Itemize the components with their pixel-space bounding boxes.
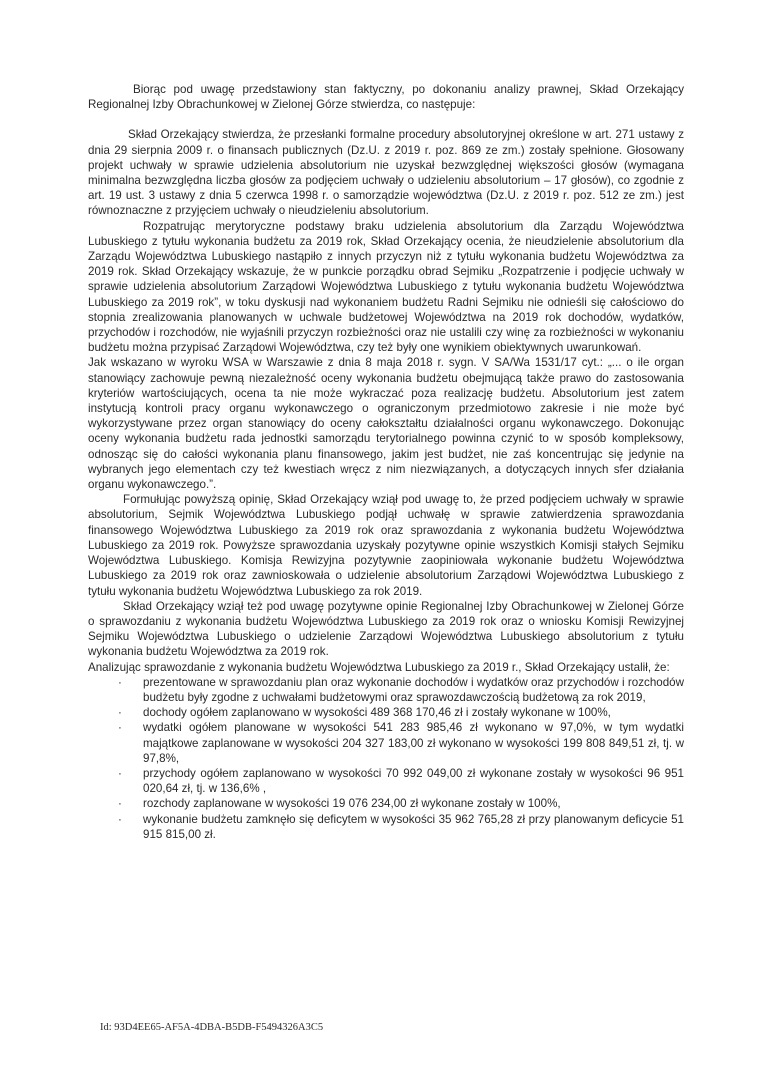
bullet-marker: · — [118, 766, 122, 780]
bullet-marker: · — [118, 675, 122, 689]
list-item — [88, 705, 684, 720]
rio-opinions-paragraph: Skład Orzekający wziął też pod uwagę pozytywne opinie Regionalnej Izby Obrachunkowej w Zielonej Górze o sprawozdaniu z wykonania budżetu Województwa Lubuskiego za 2019 rok oraz o wniosku Komisji Rewizyjnej Sejmiku Województwa Lubuskiego o udzielenie Zarządowi Województwa Lubuskiego absolutorium z tytułu wykonania budżetu Województwa za 2019 rok. — [88, 599, 684, 659]
bullet-marker: · — [118, 797, 122, 811]
list-item-text: dochody ogółem zaplanowano w wysokości 489 368 170,46 zł i zostały wykonane w 100%, — [143, 706, 611, 720]
list-item-text: wykonanie budżetu zamknęło się deficytem w wysokości 35 962 765,28 zł przy planowanym deficycie 51 915 815,00 zł. — [143, 812, 684, 841]
findings-list — [88, 675, 684, 842]
list-item-text: prezentowane w sprawozdaniu plan oraz wykonanie dochodów i wydatków oraz przychodów i rozchodów budżetu były zgodne z uchwałami budżetowymi oraz sprawozdawczością budżetową za rok 2019, — [143, 675, 684, 704]
intro-paragraph: Biorąc pod uwagę przedstawiony stan faktyczny, po dokonaniu analizy prawnej, Skład Orzekający Regionalnej Izby Obrachunkowej w Zielonej Górze stwierdza, co następuje: — [88, 83, 684, 112]
list-item-text: wydatki ogółem planowane w wysokości 541 283 985,46 zł wykonano w 97,0%, w tym wydatki majątkowe zaplanowane w wysokości 204 327 183,00 zł wykonano w wysokości 199 808 849,51 zł, tj. w 97,8%, — [143, 721, 684, 765]
list-item — [88, 675, 684, 705]
document-id: Id: 93D4EE65-AF5A-4DBA-B5DB-F5494326A3C5 — [100, 1022, 324, 1033]
analysis-intro-paragraph: Analizując sprawozdanie z wykonania budżetu Województwa Lubuskiego za 2019 r., Skład Orzekający ustalił, że: — [88, 660, 670, 674]
bullet-marker: · — [118, 721, 122, 735]
list-item — [88, 796, 684, 811]
list-item — [88, 766, 684, 796]
list-item-text: rozchody zaplanowane w wysokości 19 076 234,00 zł wykonane zostały w 100%, — [143, 797, 561, 811]
court-quote-paragraph: Jak wskazano w wyroku WSA w Warszawie z dnia 8 maja 2018 r. sygn. V SA/Wa 1531/17 cyt.: „... o ile organ stanowiący zachowuje pewną niezależność oceny wykonania budżetu obejmującą także prawo do zastosowania kryteriów wartościujących, ocena ta nie może wykraczać poza realizację budżetu. Absolutorium jest zatem instytucją kontroli pracy organu wykonawczego o ograniczonym przedmiotowo zakresie i nie może być wykorzystywane przez organ stanowiący do oceny całokształtu działalności organu wykonawczego. Dokonując oceny wykonania budżetu rada jednostki samorządu terytorialnego powinna czynić to w sposób kompleksowy, odnosząc się do całości wykonania planu finansowego, jakim jest budżet, nie zaś koncentrując się jedynie na wybranych jego elementach czy też kwestiach wręcz z nim niezwiązanych, a dotyczących innych sfer działania organu wykonawczego.”. — [88, 356, 684, 492]
list-item — [88, 720, 684, 766]
substantive-grounds-paragraph: Rozpatrując merytoryczne podstawy braku udzielenia absolutorium dla Zarządu Województwa Lubuskiego z tytułu wykonania budżetu za 2019 rok, Skład Orzekający ocenia, że nieudzielenie absolutorium dla Zarządu Województwa Lubuskiego nastąpiło z innych przyczyn niż z tytułu wykonania budżetu Województwa za 2019 rok. Skład Orzekający wskazuje, że w punkcie porządku obrad Sejmiku „Rozpatrzenie i podjęcie uchwały w sprawie udzielenia absolutorium Zarządowi Województwa Lubuskiego z tytułu wykonania budżetu Województwa Lubuskiego za 2019 rok”, w toku dyskusji nad wykonaniem budżetu Radni Sejmiku nie odnieśli się całościowo do stopnia zrealizowania planowanych w uchwale budżetowej Województwa na 2019 rok dochodów, wydatków, przychodów i rozchodów, nie wyjaśnili przyczyn rozbieżności oraz nie ustalili czy winę za rozbieżności w wykonaniu budżetu można przypisać Zarządowi Województwa, czy też były one wynikiem obiektywnych uwarunkowań. — [88, 219, 684, 355]
bullet-marker: · — [118, 812, 122, 826]
list-item-text: przychody ogółem zaplanowano w wysokości 70 992 049,00 zł wykonane zostały w wysokości 96 951 020,64 zł, tj. w 136,6% , — [143, 766, 684, 796]
formal-findings-paragraph: Skład Orzekający stwierdza, że przesłanki formalne procedury absolutoryjnej określone w art. 271 ustawy z dnia 29 sierpnia 2009 r. o finansach publicznych (Dz.U. z 2019 r. poz. 869 ze zm.) zostały spełnione. Głosowany projekt uchwały w sprawie udzielenia absolutorium nie uzyskał bezwzględnej większości głosów (wymagana minimalna bezwzględna liczba głosów za podjęciem uchwały o udzieleniu absolutorium – 17 głosów), co zgodnie z art. 19 ust. 3 ustawy z dnia 5 czerwca 1998 r. o samorządzie województwa (Dz.U. z 2019 r. poz. 512 ze zm.) jest równoznaczne z przyjęciem uchwały o nieudzieleniu absolutorium. — [88, 128, 684, 218]
document-body — [88, 82, 684, 842]
opinion-basis-paragraph: Formułując powyższą opinię, Skład Orzekający wziął pod uwagę to, że przed podjęciem uchwały w sprawie absolutorium, Sejmik Województwa Lubuskiego podjął uchwałę w sprawie zatwierdzenia sprawozdania finansowego Województwa Lubuskiego za 2019 rok oraz sprawozdania z wykonania budżetu Województwa Lubuskiego za 2019 rok. Powyższe sprawozdania uzyskały pozytywne opinie wszystkich Komisji stałych Sejmiku Województwa Lubuskiego. Komisja Rewizyjna pozytywnie zaopiniowała wykonanie budżetu Województwa Lubuskiego za 2019 rok oraz zawnioskowała o udzielenie absolutorium Zarządowi Województwa Lubuskiego z tytułu wykonania budżetu Województwa Lubuskiego za rok 2019. — [88, 493, 684, 598]
bullet-marker: · — [118, 706, 122, 720]
list-item — [88, 812, 684, 842]
